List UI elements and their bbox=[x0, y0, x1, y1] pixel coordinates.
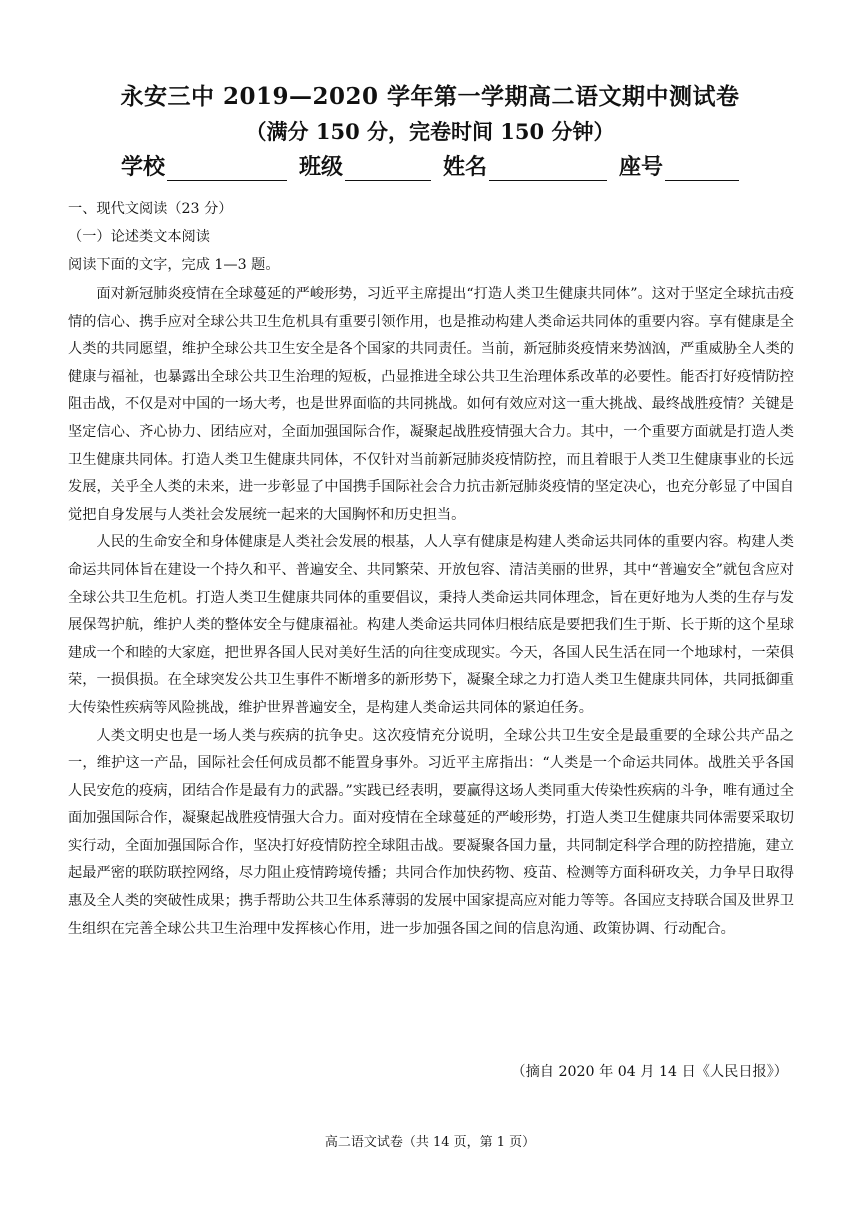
section-heading: 一、现代文阅读（23 分） bbox=[68, 201, 233, 217]
name-label: 姓名 bbox=[443, 154, 488, 180]
student-info-line bbox=[0, 150, 860, 181]
page-footer: 高二语文试卷（共 14 页，第 1 页） bbox=[324, 1135, 536, 1150]
seat-label: 座号 bbox=[619, 154, 664, 180]
school-blank[interactable] bbox=[167, 158, 287, 181]
name-field bbox=[443, 150, 607, 181]
subsection-heading: （一）论述类文本阅读 bbox=[68, 229, 210, 245]
reading-passage bbox=[68, 281, 794, 943]
passage-paragraph-3: 人类文明史也是一场人类与疾病的抗争史。这次疫情充分说明，全球公共卫生安全是最重要的全球公共产品之一，维护这一产品，国际社会任何成员都不能置身事外。习近平主席指出：“人类是一个命运共同体。战胜关乎各国人民安危的疫病，团结合作是最有力的武器。”实践已经表明，要赢得这场人类同重大传染性疾病的斗争，唯有通过全面加强国际合作，凝聚起战胜疫情强大合力。面对疫情在全球蔓延的严峻形势，打造人类卫生健康共同体需要采取切实行动，全面加强国际合作，坚决打好疫情防控全球阻击战。要凝聚各国力量，共同制定科学合理的防控措施，建立起最严密的联防联控网络，尽力阻止疫情跨境传播；共同合作加快药物、疫苗、检测等方面科研攻关，力争早日取得惠及全人类的突破性成果；携手帮助公共卫生体系薄弱的发展中国家提高应对能力等等。各国应支持联合国及世界卫生组织在完善全球公共卫生治理中发挥核心作用，进一步加强各国之间的信息沟通、政策协调、行动配合。 bbox=[68, 727, 794, 937]
class-label: 班级 bbox=[298, 154, 343, 180]
school-field bbox=[121, 150, 287, 181]
name-blank[interactable] bbox=[489, 158, 607, 181]
exam-subtitle: （满分 150 分，完卷时间 150 分钟） bbox=[245, 119, 615, 144]
exam-title: 永安三中 2019—2020 学年第一学期高二语文期中测试卷 bbox=[120, 83, 740, 110]
passage-paragraph-2: 人民的生命安全和身体健康是人类社会发展的根基，人人享有健康是构建人类命运共同体的重要内容。构建人类命运共同体旨在建设一个持久和平、普遍安全、共同繁荣、开放包容、清洁美丽的世界，其中“普遍安全”就包含应对全球公共卫生危机。打造人类卫生健康共同体的重要倡议，秉持人类命运共同体理念，旨在更好地为人类的生存与发展保驾护航，维护人类的整体安全与健康福祉。构建人类命运共同体归根结底是要把我们生于斯、长于斯的这个星球建成一个和睦的大家庭，把世界各国人民对美好生活的向往变成现实。今天，各国人民生活在同一个地球村，一荣俱荣，一损俱损。在全球突发公共卫生事件不断增多的新形势下，凝聚全球之力打造人类卫生健康共同体，共同抵御重大传染性疾病等风险挑战，维护世界普遍安全，是构建人类命运共同体的紧迫任务。 bbox=[68, 534, 794, 716]
passage-paragraph-1: 面对新冠肺炎疫情在全球蔓延的严峻形势，习近平主席提出“打造人类卫生健康共同体”。这对于坚定全球抗击疫情的信心、携手应对全球公共卫生危机具有重要引领作用，也是推动构建人类命运共同体的重要内容。享有健康是全人类的共同愿望，维护全球公共卫生安全是各个国家的共同责任。当前，新冠肺炎疫情来势汹汹，严重威胁全人类的健康与福祉，也暴露出全球公共卫生治理的短板，凸显推进全球公共卫生治理体系改革的必要性。能否打好疫情防控阻击战，不仅是对中国的一场大考，也是世界面临的共同挑战。如何有效应对这一重大挑战、最终战胜疫情？关键是坚定信心、齐心协力、团结应对，全面加强国际合作，凝聚起战胜疫情强大合力。其中，一个重要方面就是打造人类卫生健康共同体。打造人类卫生健康共同体，不仅针对当前新冠肺炎疫情防控，而且着眼于人类卫生健康事业的长远发展，关乎全人类的未来，进一步彰显了中国携手国际社会合力抗击新冠肺炎疫情的坚定决心，也充分彰显了中国自觉把自身发展与人类社会发展统一起来的大国胸怀和历史担当。 bbox=[68, 286, 794, 523]
school-label: 学校 bbox=[120, 154, 165, 180]
class-blank[interactable] bbox=[345, 158, 431, 181]
reading-instruction: 阅读下面的文字，完成 1—3 题。 bbox=[68, 257, 280, 273]
seat-blank[interactable] bbox=[665, 158, 739, 181]
class-field bbox=[299, 150, 431, 181]
seat-field bbox=[619, 150, 739, 181]
passage-source: （摘自 2020 年 04 月 14 日《人民日报》） bbox=[511, 1064, 788, 1080]
